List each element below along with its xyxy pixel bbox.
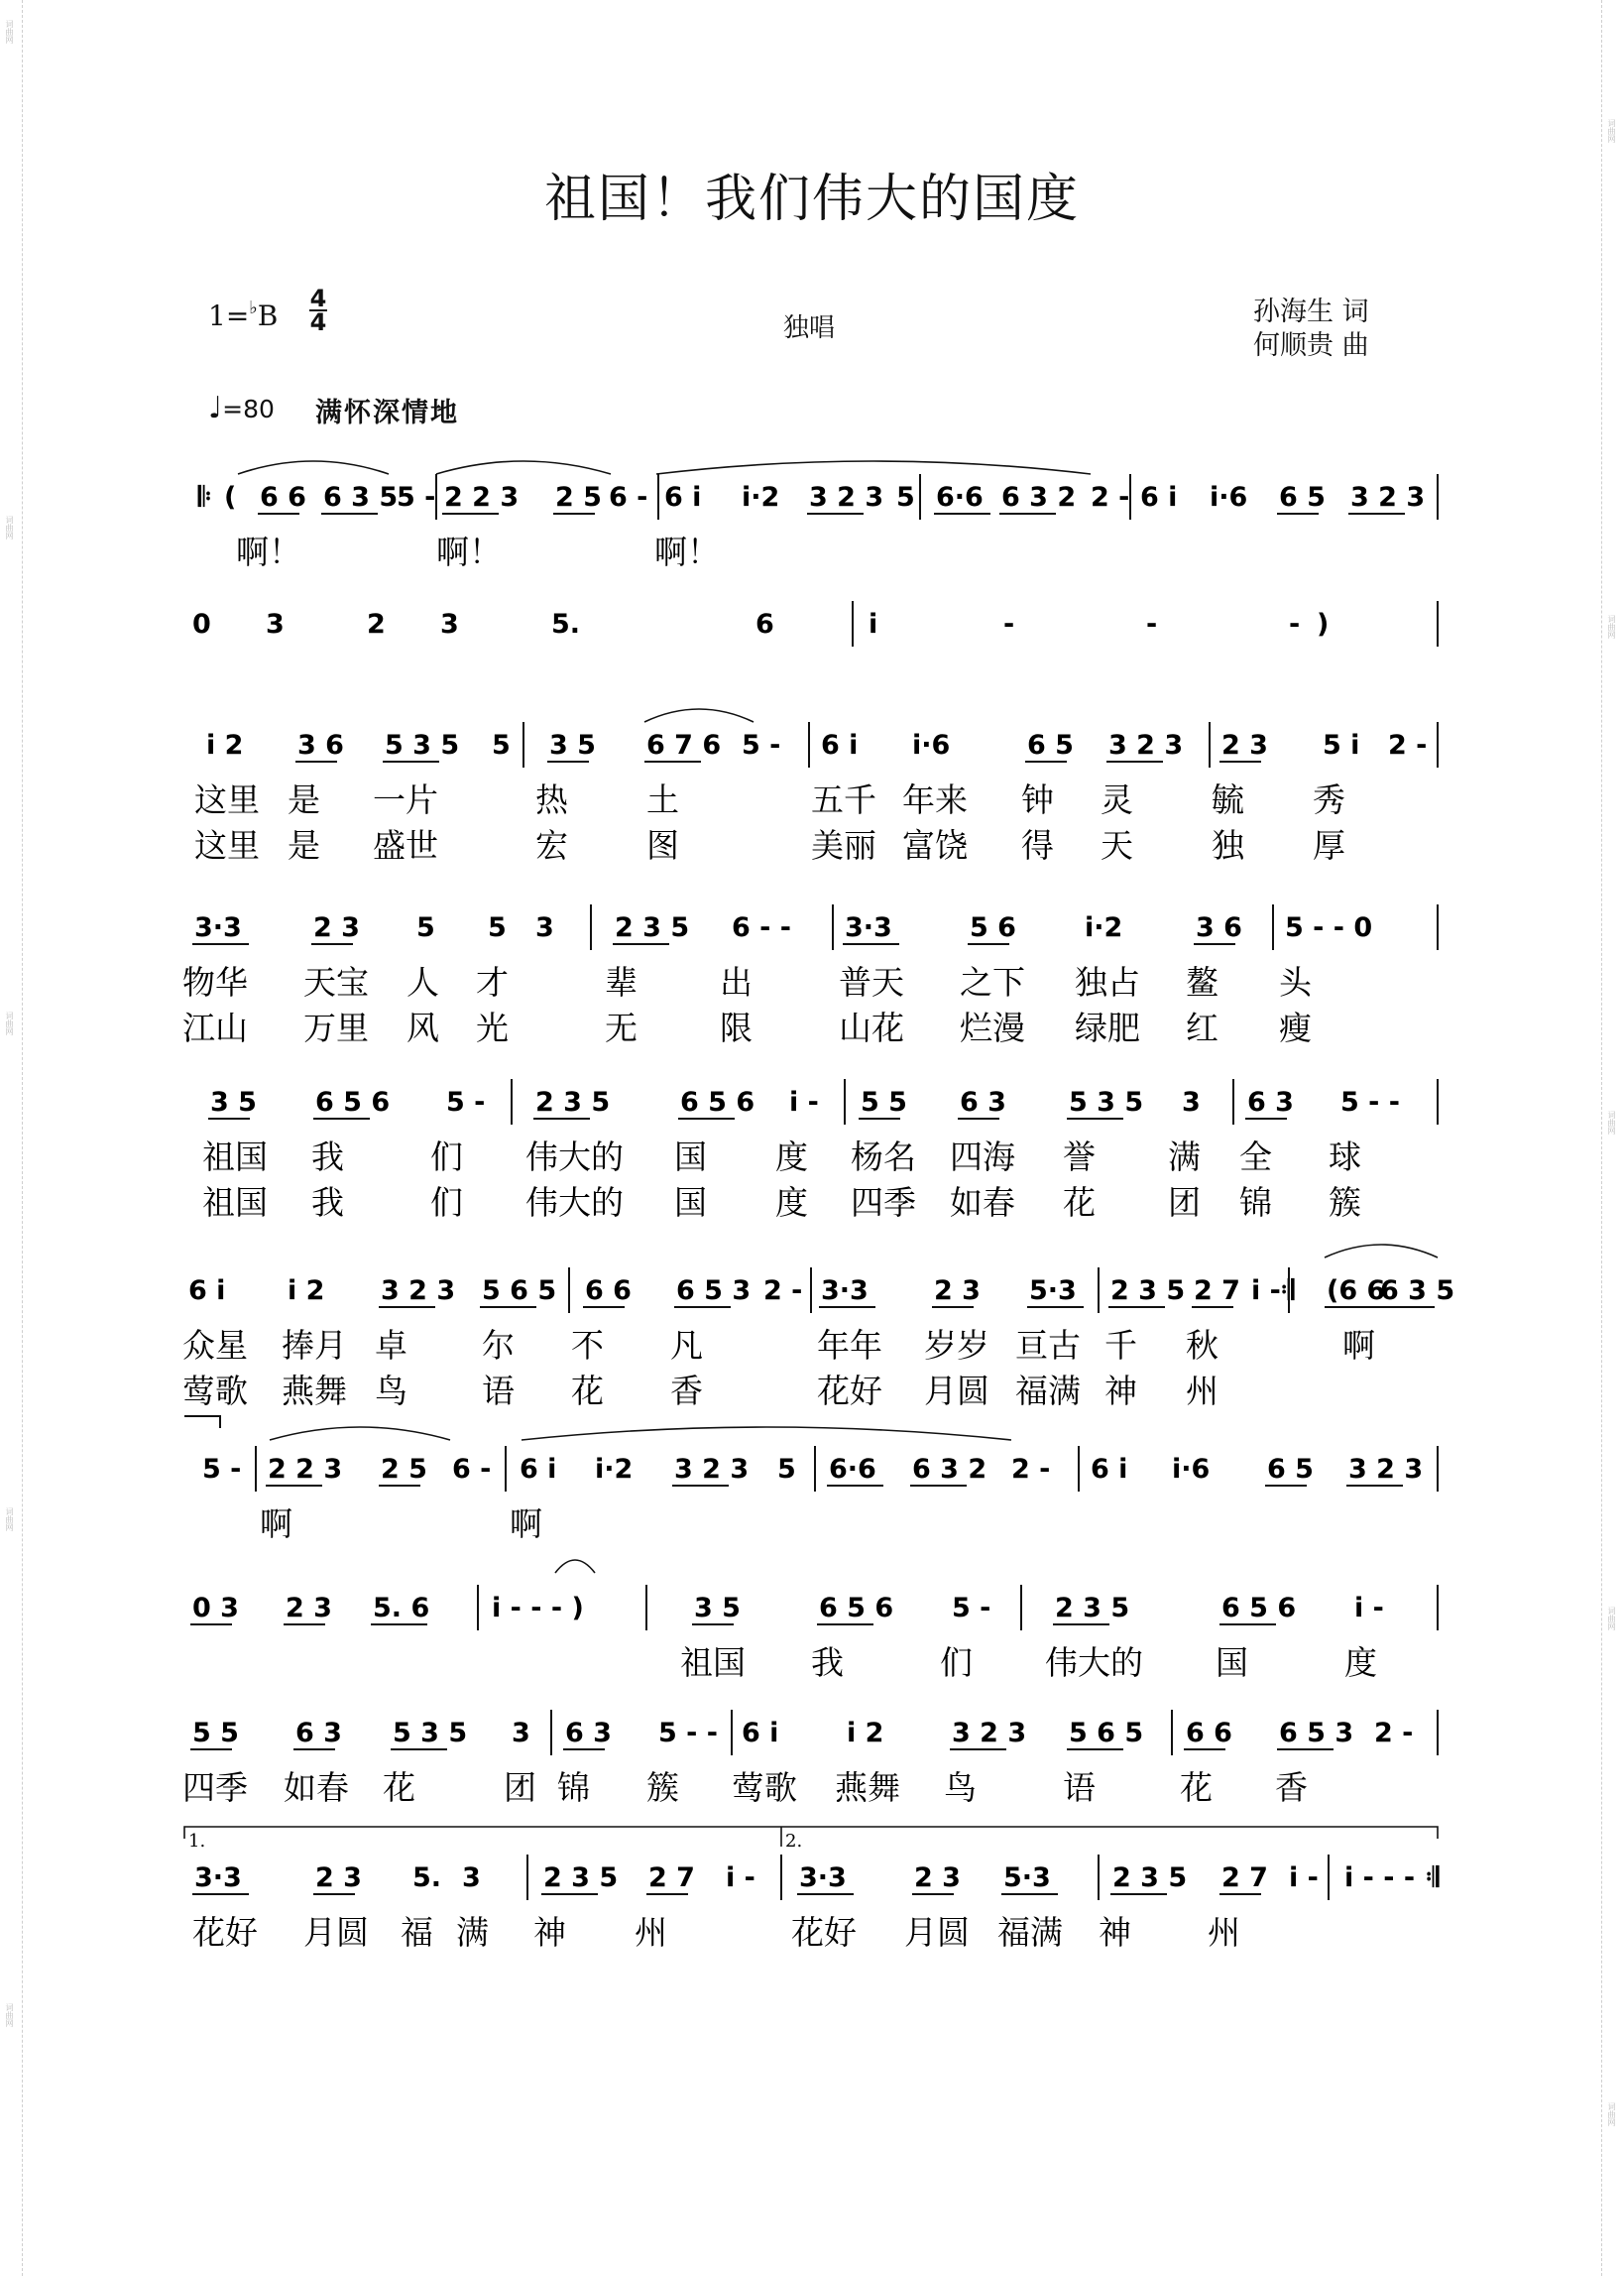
note-group: (	[224, 482, 237, 513]
note-group: 6 3 5	[1380, 1275, 1455, 1306]
lyric-verse-2: 山花	[839, 1009, 904, 1047]
note-group: 3	[462, 1862, 481, 1893]
note-group: 2	[367, 609, 386, 640]
note-group: 3 2 3	[1348, 1454, 1424, 1485]
lyric-verse-1: 花好	[192, 1913, 258, 1952]
lyric-verse-1: 卓	[375, 1326, 407, 1365]
lyric-verse-1: 尔	[482, 1326, 515, 1365]
lyric-verse-1: 国	[674, 1138, 707, 1176]
lyric-verse-1: 神	[533, 1913, 566, 1952]
lyric-verse-1: 物华	[182, 963, 248, 1002]
lyricist: 孙海生 词	[1253, 297, 1369, 327]
lyric-verse-1: 凡	[670, 1326, 703, 1365]
note-group: 2 3	[315, 1862, 362, 1893]
note-group: 5	[777, 1454, 796, 1485]
lyric-verse-1: 一片	[373, 780, 438, 819]
lyric-verse-1: 们	[430, 1138, 463, 1176]
note-group: 6 3	[960, 1087, 1006, 1118]
note-group: 6 -	[452, 1454, 492, 1485]
note-group: 5 5	[192, 1718, 239, 1748]
note-group: 2 3	[914, 1862, 961, 1893]
note-group: 3 5	[549, 730, 596, 761]
note-group: 3	[535, 912, 554, 943]
lyric-verse-1: 头	[1279, 963, 1312, 1002]
lyric-verse-1: 花	[1180, 1768, 1213, 1807]
lyric-verse-1: 秀	[1313, 780, 1345, 819]
lyric-verse-2: 燕舞	[282, 1372, 347, 1410]
lyric-verse-1: 啊！	[236, 533, 301, 571]
lyric-verse-1: 众星	[182, 1326, 248, 1365]
note-group: 3·3	[845, 912, 892, 943]
lyric-verse-2: 簇	[1329, 1183, 1361, 1222]
note-group: 2 3	[313, 912, 360, 943]
note-group: -	[1146, 609, 1158, 640]
lyric-verse-2: 盛世	[373, 826, 438, 865]
lyric-verse-1: 天宝	[303, 963, 369, 1002]
note-group: 6 5 6	[819, 1593, 894, 1623]
slur-arc	[436, 461, 611, 474]
slur-arc	[656, 461, 1091, 474]
lyric-verse-2: 花	[571, 1372, 604, 1410]
note-group: 5 -	[952, 1593, 991, 1623]
lyric-verse-1: 岁岁	[924, 1326, 989, 1365]
note-group: i 2	[206, 730, 244, 761]
slur-arc	[1325, 1245, 1438, 1258]
note-group: 6 5 6	[1221, 1593, 1297, 1623]
note-group: 5.	[412, 1862, 442, 1893]
note-group: i - - - )	[492, 1593, 584, 1623]
note-group: 5	[492, 730, 511, 761]
note-group: 6 7 6	[646, 730, 722, 761]
note-group: 6 5	[1279, 482, 1326, 513]
note-group: 3	[512, 1718, 530, 1748]
lyric-verse-1: 簇	[646, 1768, 679, 1807]
lyric-verse-1: 祖国	[202, 1138, 268, 1176]
note-group: i -	[789, 1087, 819, 1118]
lyric-verse-2: 福满	[1015, 1372, 1081, 1410]
note-group: 2 3 5	[543, 1862, 619, 1893]
note-group: 5 - - 0	[1285, 912, 1373, 943]
note-group: 2 -	[1388, 730, 1428, 761]
slur-arc	[270, 1427, 450, 1440]
note-group: 3 6	[1196, 912, 1242, 943]
lyric-verse-2: 厚	[1313, 826, 1345, 865]
key-label: 1=	[208, 299, 250, 332]
note-group: 5 -	[446, 1087, 486, 1118]
note-group: 3·3	[799, 1862, 847, 1893]
lyric-verse-1: 年来	[902, 780, 968, 819]
note-group: 6 i	[664, 482, 702, 513]
note-group: 3 2 3	[1350, 482, 1426, 513]
note-group: -	[1289, 609, 1301, 640]
volta-bracket	[184, 1827, 1438, 1839]
lyric-verse-2: 语	[482, 1372, 515, 1410]
lyric-verse-1: 神	[1099, 1913, 1131, 1952]
note-group: i -	[1289, 1862, 1319, 1893]
lyric-verse-1: 亘古	[1015, 1326, 1081, 1365]
lyric-verse-2: 四季	[851, 1183, 916, 1222]
lyric-verse-2: 红	[1186, 1009, 1218, 1047]
lyric-verse-2: 香	[670, 1372, 703, 1410]
watermark-text: 词曲网	[1607, 1111, 1616, 1135]
lyric-verse-1: 满	[1168, 1138, 1201, 1176]
note-group: 6 i	[821, 730, 859, 761]
lyric-verse-1: 啊！	[436, 533, 502, 571]
note-group: 𝄇	[1426, 1862, 1440, 1893]
song-title: 祖国！我们伟大的国度	[543, 170, 1080, 229]
note-group: i - - -	[1344, 1862, 1416, 1893]
note-group: 6 5 6	[680, 1087, 755, 1118]
section-bracket	[184, 1416, 220, 1428]
note-group: 3 6	[297, 730, 344, 761]
slur-arc	[522, 1427, 1011, 1440]
watermark-text: 词曲网	[5, 1507, 14, 1531]
note-group: 6 5 3	[1279, 1718, 1354, 1748]
lyric-verse-1: 满	[456, 1913, 489, 1952]
lyric-verse-1: 鳌	[1186, 963, 1218, 1002]
note-group: 6 i	[1091, 1454, 1128, 1485]
lyric-verse-2: 锦	[1239, 1183, 1272, 1222]
lyric-verse-1: 捧月	[282, 1326, 347, 1365]
watermark-text: 词曲网	[5, 516, 14, 539]
note-group: i 2	[288, 1275, 325, 1306]
lyric-verse-1: 啊！	[654, 533, 720, 571]
lyric-verse-2: 这里	[194, 826, 260, 865]
lyric-verse-2: 烂漫	[960, 1009, 1025, 1047]
lyric-verse-1: 人	[406, 963, 439, 1002]
note-group: 6 -	[609, 482, 648, 513]
note-group: 6 6	[1186, 1718, 1232, 1748]
lyric-verse-1: 香	[1275, 1768, 1308, 1807]
note-group: 5 3 5	[1069, 1087, 1144, 1118]
lyric-verse-2: 江山	[182, 1009, 248, 1047]
lyric-verse-1: 伟大的	[525, 1138, 624, 1176]
lyric-verse-1: 福满	[997, 1913, 1063, 1952]
lyric-verse-2: 万里	[303, 1009, 369, 1047]
note-group: 2 3 5	[535, 1087, 611, 1118]
lyric-verse-1: 才	[476, 963, 509, 1002]
lyric-verse-1: 花好	[791, 1913, 857, 1952]
note-group: 6 3 2	[912, 1454, 987, 1485]
note-group: i·6	[1172, 1454, 1211, 1485]
lyric-verse-1: 五千	[811, 780, 876, 819]
slur-arc	[238, 461, 389, 474]
lyric-verse-1: 杨名	[851, 1138, 916, 1176]
note-group: i -	[1354, 1593, 1384, 1623]
note-group: 6 i	[520, 1454, 557, 1485]
note-group: 3	[440, 609, 459, 640]
note-group: 2 3 5	[1112, 1862, 1188, 1893]
lyric-verse-1: 啊	[510, 1504, 542, 1543]
lyric-verse-1: 钟	[1021, 780, 1054, 819]
note-group: 6 i	[742, 1718, 779, 1748]
lyric-verse-2: 度	[775, 1183, 808, 1222]
note-group: 5 6 5	[1069, 1718, 1144, 1748]
lyric-verse-1: 我	[811, 1643, 844, 1682]
note-group: 6 5 3	[676, 1275, 752, 1306]
note-group: 2 3 5	[1055, 1593, 1130, 1623]
note-group: 5 - -	[1340, 1087, 1400, 1118]
lyric-verse-1: 莺歌	[732, 1768, 797, 1807]
lyric-verse-1: 球	[1329, 1138, 1361, 1176]
note-group: (6 6	[1327, 1275, 1386, 1306]
lyric-verse-1: 伟大的	[1045, 1643, 1143, 1682]
lyric-verse-1: 团	[504, 1768, 536, 1807]
lyric-verse-2: 州	[1186, 1372, 1218, 1410]
note-group: i	[869, 609, 878, 640]
note-group: 6 - -	[732, 912, 791, 943]
lyric-verse-2: 神	[1104, 1372, 1137, 1410]
note-group: 2 3	[1221, 730, 1268, 761]
note-group: 5 -	[742, 730, 781, 761]
quarter-note-icon: ♩	[208, 391, 223, 425]
lyric-verse-1: 毓	[1212, 780, 1244, 819]
note-group: i·2	[595, 1454, 634, 1485]
note-group: 3 2 3	[674, 1454, 750, 1485]
note-group: i·2	[742, 482, 780, 513]
lyric-verse-1: 鸟	[944, 1768, 977, 1807]
note-group: 5·3	[1029, 1275, 1077, 1306]
note-group: 2 -	[763, 1275, 803, 1306]
note-group: 2 5	[555, 482, 602, 513]
note-group: 5·3	[1003, 1862, 1051, 1893]
lyric-verse-1: 燕舞	[835, 1768, 900, 1807]
note-group: 6 3 5	[323, 482, 399, 513]
note-group: 2 7	[1221, 1862, 1268, 1893]
note-group: )	[1317, 609, 1330, 640]
lyric-verse-2: 富饶	[902, 826, 968, 865]
lyric-verse-2: 国	[674, 1183, 707, 1222]
note-group: 5 3 5	[385, 730, 460, 761]
lyric-verse-2: 是	[288, 826, 320, 865]
lyric-verse-1: 语	[1063, 1768, 1096, 1807]
watermark-text: 词曲网	[1607, 1607, 1616, 1630]
lyric-verse-1: 辈	[605, 963, 638, 1002]
note-group: 6 5	[1027, 730, 1074, 761]
lyric-verse-1: 年年	[817, 1326, 882, 1365]
flat-sign: ♭	[249, 298, 258, 318]
time-bottom: 4	[309, 308, 327, 336]
note-group: 3 5	[694, 1593, 741, 1623]
note-group: 3	[266, 609, 285, 640]
note-group: 2 7	[1194, 1275, 1240, 1306]
lyric-verse-2: 们	[430, 1183, 463, 1222]
note-group: 3·3	[194, 1862, 242, 1893]
lyric-verse-2: 图	[646, 826, 679, 865]
lyric-verse-1: 如春	[284, 1768, 349, 1807]
note-group: -	[1003, 609, 1015, 640]
lyric-verse-1: 秋	[1186, 1326, 1218, 1365]
note-group: 3 5	[210, 1087, 257, 1118]
composer: 何顺贵 曲	[1253, 330, 1369, 361]
note-group: 2 -	[1091, 482, 1130, 513]
lyric-verse-2: 祖国	[202, 1183, 268, 1222]
watermark-text: 词曲网	[5, 2003, 14, 2027]
lyric-verse-2: 我	[311, 1183, 344, 1222]
lyric-verse-1: 度	[1344, 1643, 1377, 1682]
volta-1-label: 1.	[188, 1831, 206, 1852]
lyric-verse-1: 我	[311, 1138, 344, 1176]
lyric-verse-1: 独占	[1075, 963, 1140, 1002]
lyric-verse-2: 风	[406, 1009, 439, 1047]
lyric-verse-1: 月圆	[303, 1913, 369, 1952]
tempo-value: =80	[222, 395, 275, 423]
lyric-verse-1: 这里	[194, 780, 260, 819]
lyric-verse-2: 月圆	[924, 1372, 989, 1410]
note-group: 6 3	[295, 1718, 342, 1748]
lyric-verse-1: 月圆	[904, 1913, 970, 1952]
note-group: 5	[416, 912, 435, 943]
note-group: 𝄇	[1281, 1275, 1295, 1306]
note-group: 3 2 3	[1108, 730, 1184, 761]
lyric-verse-2: 绿肥	[1075, 1009, 1140, 1047]
note-group: 6·6	[936, 482, 984, 513]
lyric-verse-1: 是	[288, 780, 320, 819]
slur-arc	[555, 1560, 595, 1573]
lyric-verse-2: 光	[476, 1009, 509, 1047]
lyric-verse-2: 限	[720, 1009, 753, 1047]
note-group: 2 -	[1011, 1454, 1051, 1485]
note-group: 6 5	[1267, 1454, 1314, 1485]
lyric-verse-1: 度	[775, 1138, 808, 1176]
lyric-verse-2: 得	[1021, 826, 1054, 865]
note-group: 3·3	[821, 1275, 869, 1306]
lyric-verse-2: 美丽	[811, 826, 876, 865]
note-group: 5 -	[202, 1454, 242, 1485]
lyric-verse-1: 不	[571, 1326, 604, 1365]
watermark-text: 词曲网	[1607, 2102, 1616, 2126]
time-top: 4	[309, 285, 327, 312]
note-group: 6 3 2	[1001, 482, 1077, 513]
slur-arc	[644, 709, 754, 722]
note-group: 5 3 5	[393, 1718, 468, 1748]
note-group: 5 i	[1323, 730, 1360, 761]
lyric-verse-2: 团	[1168, 1183, 1201, 1222]
note-group: 2 2 3	[444, 482, 520, 513]
lyric-verse-2: 独	[1212, 826, 1244, 865]
lyric-verse-1: 誉	[1063, 1138, 1096, 1176]
watermark-text: 词曲网	[1607, 615, 1616, 639]
lyric-verse-1: 之下	[960, 963, 1025, 1002]
lyric-verse-1: 国	[1216, 1643, 1248, 1682]
lyric-verse-1: 啊	[260, 1504, 292, 1543]
note-group: 6 3	[565, 1718, 612, 1748]
note-group: 2 7	[648, 1862, 695, 1893]
lyric-verse-1: 四季	[182, 1768, 248, 1807]
lyric-verse-1: 们	[940, 1643, 973, 1682]
lyric-verse-2: 莺歌	[182, 1372, 248, 1410]
note-group: i·2	[1085, 912, 1123, 943]
lyric-verse-1: 四海	[950, 1138, 1015, 1176]
lyric-verse-2: 伟大的	[525, 1183, 624, 1222]
note-group: 3 2 3	[381, 1275, 456, 1306]
note-group: i·6	[1210, 482, 1248, 513]
lyric-verse-1: 祖国	[680, 1643, 746, 1682]
note-group: 5 - -	[658, 1718, 718, 1748]
lyric-verse-1: 热	[535, 780, 568, 819]
watermark-text: 词曲网	[5, 1012, 14, 1035]
note-group: 5 5	[861, 1087, 907, 1118]
note-group: 3 2 3	[952, 1718, 1027, 1748]
note-group: 0 3	[192, 1593, 239, 1623]
note-group: 2 3 5	[1110, 1275, 1186, 1306]
lyric-verse-1: 灵	[1101, 780, 1133, 819]
note-group: 6 i	[188, 1275, 226, 1306]
note-group: 0	[192, 609, 211, 640]
note-group: 5	[488, 912, 507, 943]
lyric-verse-1: 锦	[557, 1768, 590, 1807]
lyric-verse-1: 花	[383, 1768, 415, 1807]
note-group: i -	[1251, 1275, 1281, 1306]
key-note: B	[257, 299, 279, 332]
volta-2-label: 2.	[785, 1831, 803, 1852]
note-group: 5. 6	[373, 1593, 430, 1623]
watermark-text: 词曲网	[1607, 119, 1616, 143]
note-group: 2 -	[1374, 1718, 1414, 1748]
lyric-verse-1: 土	[646, 780, 679, 819]
genre-label: 独唱	[783, 313, 836, 343]
lyric-verse-2: 如春	[950, 1183, 1015, 1222]
lyric-verse-1: 啊	[1342, 1326, 1375, 1365]
lyric-verse-1: 州	[635, 1913, 667, 1952]
lyric-verse-1: 出	[720, 963, 753, 1002]
note-group: 2 3	[934, 1275, 981, 1306]
note-group: 𝄆	[198, 482, 212, 513]
lyric-verse-2: 鸟	[375, 1372, 407, 1410]
lyric-verse-2: 瘦	[1279, 1009, 1312, 1047]
lyric-verse-2: 天	[1101, 826, 1133, 865]
note-group: 2 5	[381, 1454, 427, 1485]
note-group: 3 2 3	[809, 482, 884, 513]
expression-marking: 满怀深情地	[315, 398, 459, 428]
note-group: 2 3 5	[615, 912, 690, 943]
lyric-verse-2: 宏	[535, 826, 568, 865]
lyric-verse-1: 普天	[839, 963, 904, 1002]
lyric-verse-2: 花	[1063, 1183, 1096, 1222]
note-group: i -	[726, 1862, 755, 1893]
note-group: 5.	[551, 609, 581, 640]
note-group: 2 3	[286, 1593, 332, 1623]
lyric-verse-1: 福	[401, 1913, 433, 1952]
note-group: i 2	[847, 1718, 884, 1748]
note-group: 6 5 6	[315, 1087, 391, 1118]
note-group: 3·3	[194, 912, 242, 943]
note-group: i·6	[912, 730, 951, 761]
note-group: 6 3	[1247, 1087, 1294, 1118]
lyric-verse-1: 州	[1208, 1913, 1240, 1952]
note-group: 6 6	[260, 482, 306, 513]
note-group: 2 2 3	[268, 1454, 343, 1485]
note-group: 5 6 5	[482, 1275, 557, 1306]
note-group: 5 -	[397, 482, 436, 513]
lyric-verse-1: 千	[1104, 1326, 1137, 1365]
lyric-verse-1: 全	[1239, 1138, 1272, 1176]
lyric-verse-2: 花好	[817, 1372, 882, 1410]
note-group: 6 i	[1140, 482, 1178, 513]
note-group: 5	[896, 482, 915, 513]
note-group: 6 6	[585, 1275, 632, 1306]
lyric-verse-2: 无	[605, 1009, 638, 1047]
note-group: 6·6	[829, 1454, 876, 1485]
watermark-text: 词曲网	[5, 20, 14, 44]
note-group: 6	[755, 609, 774, 640]
note-group: 3	[1182, 1087, 1201, 1118]
note-group: 5 6	[970, 912, 1016, 943]
